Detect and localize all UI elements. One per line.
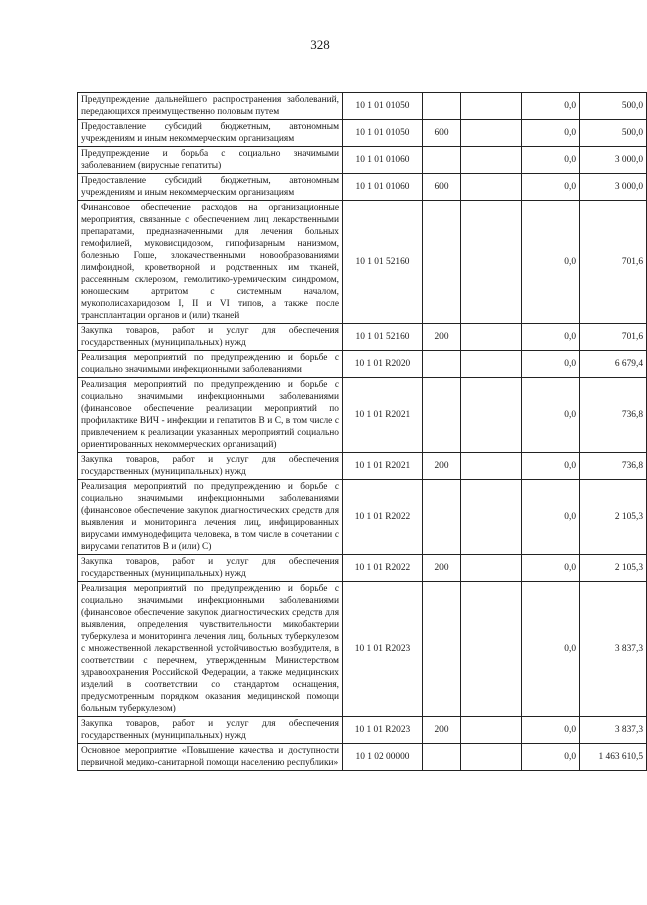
row-total-cell: 500,0 — [580, 120, 647, 147]
row-expense-type-cell: 600 — [423, 174, 461, 201]
table-row — [78, 555, 647, 582]
table-row — [78, 120, 647, 147]
table-row — [78, 201, 647, 324]
row-name-cell: Реализация мероприятий по предупреждению и борьбе с социально значимыми инфекционными заболеваниями (финансовое обеспечение реализации мероприятий по профилактике ВИЧ - инфекции и гепатитов В и С, в том числе с привлечением к реализации указанных мероприятий социально ориентированных некоммерческих организаций) — [78, 378, 343, 453]
row-name-cell: Закупка товаров, работ и услуг для обеспечения государственных (муниципальных) нужд — [78, 453, 343, 480]
row-empty-cell — [461, 744, 522, 771]
table-row — [78, 324, 647, 351]
row-expense-type-cell: 200 — [423, 555, 461, 582]
row-code-cell: 10 1 01 01060 — [343, 147, 423, 174]
row-amount-cell: 0,0 — [522, 120, 580, 147]
row-total-cell: 6 679,4 — [580, 351, 647, 378]
row-code-cell: 10 1 01 01050 — [343, 93, 423, 120]
table-row — [78, 351, 647, 378]
row-expense-type-cell: 600 — [423, 120, 461, 147]
row-empty-cell — [461, 93, 522, 120]
row-code-cell: 10 1 02 00000 — [343, 744, 423, 771]
row-code-cell: 10 1 01 R2020 — [343, 351, 423, 378]
row-expense-type-cell: 200 — [423, 717, 461, 744]
row-expense-type-cell — [423, 744, 461, 771]
table-row — [78, 717, 647, 744]
row-code-cell: 10 1 01 R2022 — [343, 555, 423, 582]
table-row — [78, 744, 647, 771]
row-empty-cell — [461, 717, 522, 744]
row-code-cell: 10 1 01 52160 — [343, 201, 423, 324]
row-name-cell: Предупреждение и борьба с социально значимыми заболеванием (вирусные гепатиты) — [78, 147, 343, 174]
row-total-cell: 701,6 — [580, 324, 647, 351]
row-total-cell: 736,8 — [580, 378, 647, 453]
row-amount-cell: 0,0 — [522, 582, 580, 717]
row-expense-type-cell — [423, 93, 461, 120]
row-empty-cell — [461, 120, 522, 147]
row-name-cell: Закупка товаров, работ и услуг для обеспечения государственных (муниципальных) нужд — [78, 324, 343, 351]
row-code-cell: 10 1 01 R2023 — [343, 582, 423, 717]
row-code-cell: 10 1 01 01060 — [343, 174, 423, 201]
row-code-cell: 10 1 01 01050 — [343, 120, 423, 147]
row-expense-type-cell: 200 — [423, 453, 461, 480]
row-total-cell: 1 463 610,5 — [580, 744, 647, 771]
table-row — [78, 453, 647, 480]
row-total-cell: 3 000,0 — [580, 174, 647, 201]
row-amount-cell: 0,0 — [522, 717, 580, 744]
row-expense-type-cell: 200 — [423, 324, 461, 351]
row-expense-type-cell — [423, 351, 461, 378]
row-name-cell: Реализация мероприятий по предупреждению и борьбе с социально значимыми инфекционными заболеваниями (финансовое обеспечение закупок диагностических средств для выявления, определения чувствительности микобактерии туберкулеза и мониторинга лечения лиц, больных туберкулезом с множественной лекарственной устойчивостью возбудителя, в соответствии с перечнем, утвержденным Министерством здравоохранения Российской Федерации, а также медицинских изделий в соответствии со стандартом оснащения, предусмотренным порядком оказания медицинской помощи больным туберкулезом) — [78, 582, 343, 717]
row-expense-type-cell — [423, 201, 461, 324]
row-total-cell: 701,6 — [580, 201, 647, 324]
row-empty-cell — [461, 201, 522, 324]
row-name-cell: Реализация мероприятий по предупреждению и борьбе с социально значимыми инфекционными заболеваниями (финансовое обеспечение закупок диагностических средств для выявления и мониторинга лечения лиц, инфицированных вирусами иммунодефицита человека, в том числе в сочетании с вирусами гепатитов В и (или) С) — [78, 480, 343, 555]
row-name-cell: Предоставление субсидий бюджетным, автономным учреждениям и иным некоммерческим организациям — [78, 120, 343, 147]
row-code-cell: 10 1 01 R2021 — [343, 453, 423, 480]
row-amount-cell: 0,0 — [522, 324, 580, 351]
budget-table — [77, 92, 647, 771]
row-empty-cell — [461, 555, 522, 582]
row-code-cell: 10 1 01 52160 — [343, 324, 423, 351]
row-expense-type-cell — [423, 378, 461, 453]
row-name-cell: Финансовое обеспечение расходов на организационные мероприятия, связанные с обеспечением лиц лекарственными препаратами, предназначенными для лечения больных гемофилией, муковисцидозом, гипофизарным нанизмом, болезнью Гоше, злокачественными новообразованиями лимфоидной, кроветворной и родственных им тканей, рассеянным склерозом, гемолитико-уремическим синдромом, юношеским артритом с системным началом, мукополисахаридозом I, II и VI типов, а также после трансплантации органов и (или) тканей — [78, 201, 343, 324]
row-total-cell: 3 837,3 — [580, 582, 647, 717]
row-expense-type-cell — [423, 582, 461, 717]
row-code-cell: 10 1 01 R2022 — [343, 480, 423, 555]
row-empty-cell — [461, 582, 522, 717]
row-code-cell: 10 1 01 R2021 — [343, 378, 423, 453]
row-expense-type-cell — [423, 480, 461, 555]
row-amount-cell: 0,0 — [522, 201, 580, 324]
row-amount-cell: 0,0 — [522, 378, 580, 453]
row-amount-cell: 0,0 — [522, 744, 580, 771]
row-empty-cell — [461, 453, 522, 480]
row-empty-cell — [461, 378, 522, 453]
row-name-cell: Закупка товаров, работ и услуг для обеспечения государственных (муниципальных) нужд — [78, 717, 343, 744]
row-name-cell: Предупреждение дальнейшего распространения заболеваний, передающихся преимущественно половым путем — [78, 93, 343, 120]
row-name-cell: Закупка товаров, работ и услуг для обеспечения государственных (муниципальных) нужд — [78, 555, 343, 582]
table-row — [78, 93, 647, 120]
row-total-cell: 736,8 — [580, 453, 647, 480]
row-amount-cell: 0,0 — [522, 555, 580, 582]
row-amount-cell: 0,0 — [522, 93, 580, 120]
row-empty-cell — [461, 480, 522, 555]
row-code-cell: 10 1 01 R2023 — [343, 717, 423, 744]
row-empty-cell — [461, 174, 522, 201]
table-row — [78, 378, 647, 453]
table-row — [78, 147, 647, 174]
row-empty-cell — [461, 351, 522, 378]
table-row — [78, 174, 647, 201]
row-amount-cell: 0,0 — [522, 480, 580, 555]
row-name-cell: Основное мероприятие «Повышение качества и доступности первичной медико-санитарной помощи населению республики» — [78, 744, 343, 771]
row-total-cell: 500,0 — [580, 93, 647, 120]
row-amount-cell: 0,0 — [522, 147, 580, 174]
row-name-cell: Предоставление субсидий бюджетным, автономным учреждениям и иным некоммерческим организациям — [78, 174, 343, 201]
table-row — [78, 582, 647, 717]
row-empty-cell — [461, 147, 522, 174]
row-amount-cell: 0,0 — [522, 453, 580, 480]
page-number: 328 — [310, 37, 330, 52]
row-empty-cell — [461, 324, 522, 351]
row-total-cell: 3 837,3 — [580, 717, 647, 744]
row-expense-type-cell — [423, 147, 461, 174]
row-total-cell: 2 105,3 — [580, 555, 647, 582]
row-amount-cell: 0,0 — [522, 174, 580, 201]
table-row — [78, 480, 647, 555]
row-name-cell: Реализация мероприятий по предупреждению и борьбе с социально значимыми инфекционными заболеваниями — [78, 351, 343, 378]
row-amount-cell: 0,0 — [522, 351, 580, 378]
row-total-cell: 3 000,0 — [580, 147, 647, 174]
row-total-cell: 2 105,3 — [580, 480, 647, 555]
